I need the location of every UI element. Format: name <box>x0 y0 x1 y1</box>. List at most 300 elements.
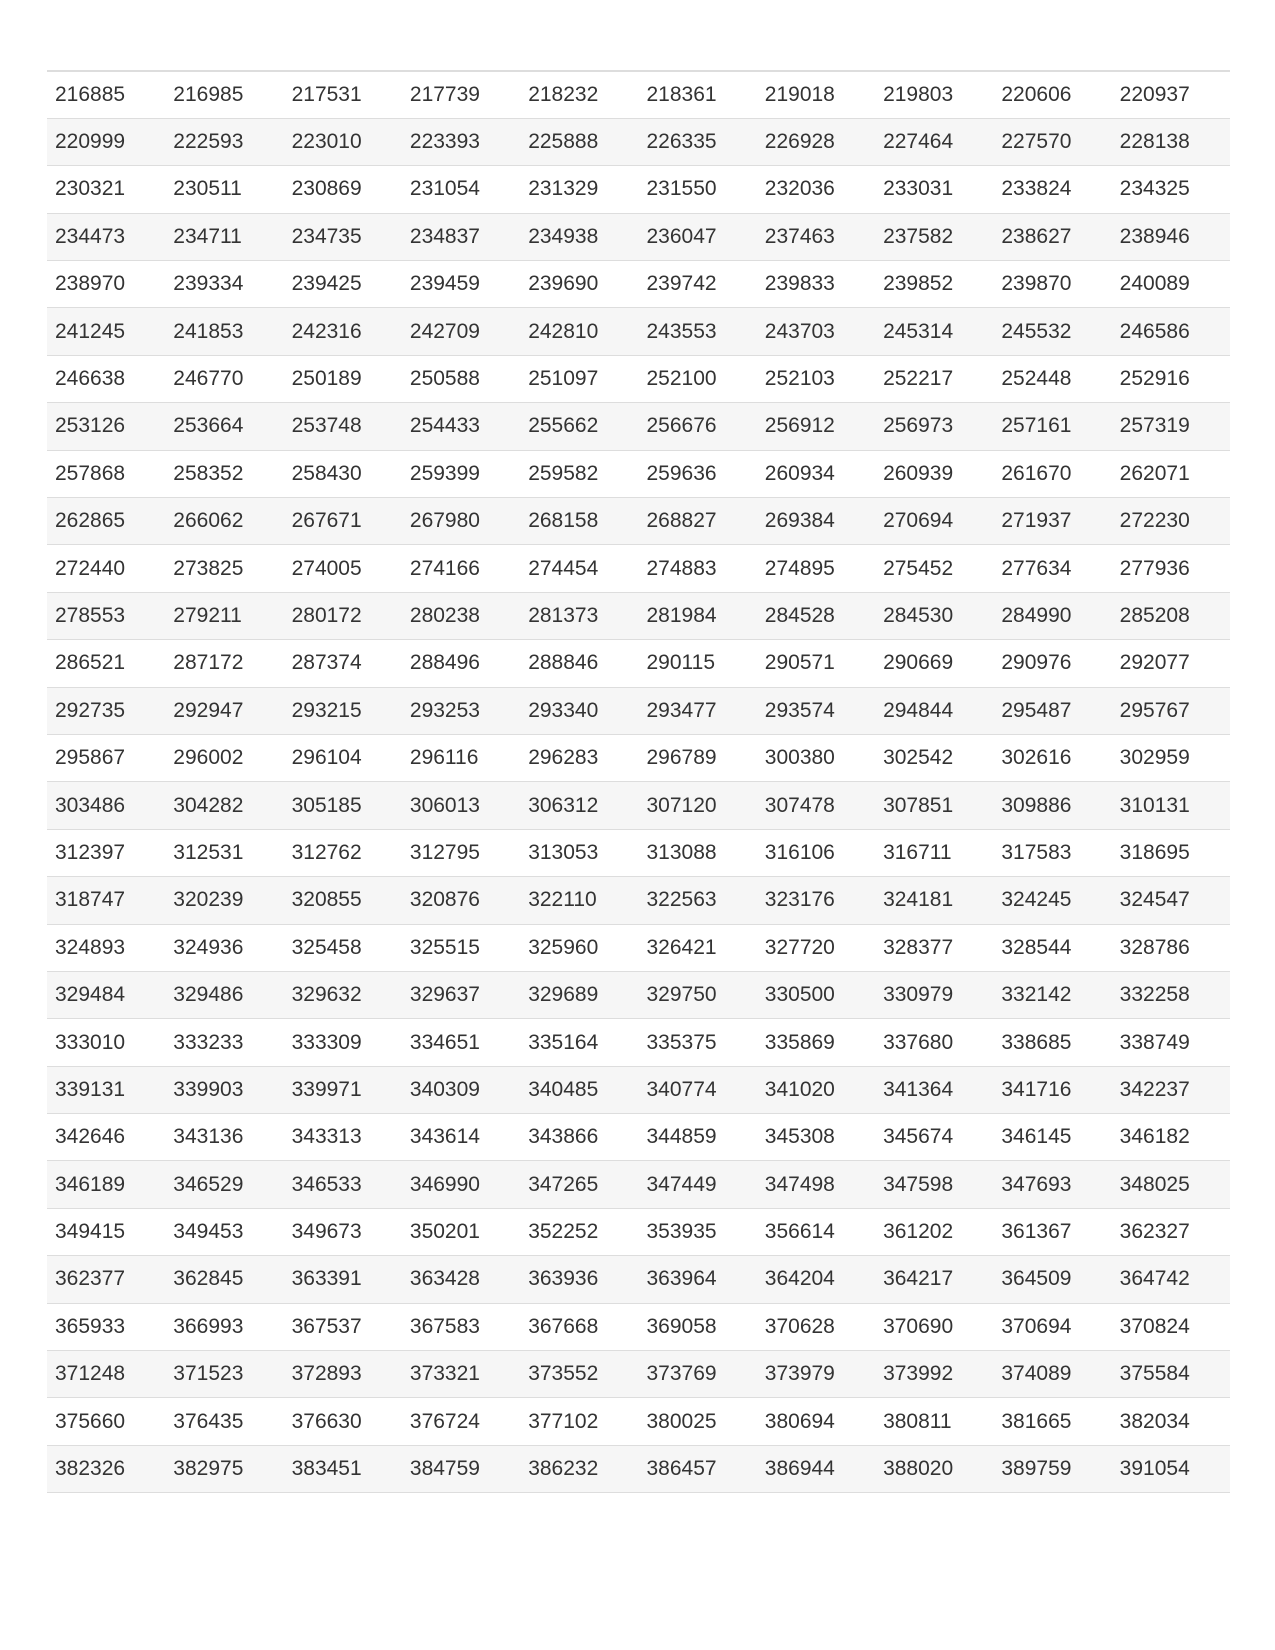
table-cell: 304282 <box>165 782 283 829</box>
table-cell: 335375 <box>638 1019 756 1066</box>
table-row <box>47 166 1230 213</box>
table-cell: 307120 <box>638 782 756 829</box>
table-cell: 312531 <box>165 829 283 876</box>
table-cell: 361202 <box>875 1208 993 1255</box>
table-cell: 250189 <box>284 355 402 402</box>
table-cell: 330979 <box>875 971 993 1018</box>
table-cell: 268158 <box>520 498 638 545</box>
table-cell: 345674 <box>875 1114 993 1161</box>
table-cell: 329750 <box>638 971 756 1018</box>
table-row <box>47 971 1230 1018</box>
table-cell: 238946 <box>1112 213 1230 260</box>
table-row <box>47 1445 1230 1492</box>
table-row <box>47 687 1230 734</box>
table-cell: 237582 <box>875 213 993 260</box>
table-cell: 285208 <box>1112 592 1230 639</box>
table-cell: 293574 <box>757 687 875 734</box>
table-cell: 363391 <box>284 1256 402 1303</box>
table-cell: 226928 <box>757 118 875 165</box>
table-cell: 274895 <box>757 545 875 592</box>
table-cell: 362327 <box>1112 1208 1230 1255</box>
table-cell: 257161 <box>993 403 1111 450</box>
number-table-body <box>47 71 1230 1493</box>
table-cell: 312795 <box>402 829 520 876</box>
table-cell: 242316 <box>284 308 402 355</box>
table-cell: 366993 <box>165 1303 283 1350</box>
table-cell: 233031 <box>875 166 993 213</box>
table-cell: 343136 <box>165 1114 283 1161</box>
table-cell: 388020 <box>875 1445 993 1492</box>
table-cell: 275452 <box>875 545 993 592</box>
table-cell: 296116 <box>402 734 520 781</box>
table-cell: 346182 <box>1112 1114 1230 1161</box>
table-cell: 288496 <box>402 640 520 687</box>
table-cell: 369058 <box>638 1303 756 1350</box>
table-cell: 340774 <box>638 1066 756 1113</box>
table-cell: 240089 <box>1112 261 1230 308</box>
table-cell: 279211 <box>165 592 283 639</box>
table-cell: 259636 <box>638 450 756 497</box>
table-cell: 382034 <box>1112 1398 1230 1445</box>
table-cell: 277634 <box>993 545 1111 592</box>
table-cell: 363964 <box>638 1256 756 1303</box>
table-cell: 307478 <box>757 782 875 829</box>
table-cell: 246770 <box>165 355 283 402</box>
table-cell: 223393 <box>402 118 520 165</box>
table-cell: 270694 <box>875 498 993 545</box>
table-row <box>47 1351 1230 1398</box>
table-cell: 274883 <box>638 545 756 592</box>
table-cell: 363936 <box>520 1256 638 1303</box>
table-cell: 274166 <box>402 545 520 592</box>
table-cell: 217739 <box>402 71 520 118</box>
table-cell: 329689 <box>520 971 638 1018</box>
table-cell: 216985 <box>165 71 283 118</box>
table-cell: 239742 <box>638 261 756 308</box>
table-cell: 218232 <box>520 71 638 118</box>
table-row <box>47 1398 1230 1445</box>
table-cell: 239459 <box>402 261 520 308</box>
table-cell: 225888 <box>520 118 638 165</box>
table-cell: 253126 <box>47 403 165 450</box>
table-row <box>47 1066 1230 1113</box>
table-cell: 343313 <box>284 1114 402 1161</box>
table-cell: 242810 <box>520 308 638 355</box>
table-cell: 346189 <box>47 1161 165 1208</box>
table-cell: 260939 <box>875 450 993 497</box>
table-cell: 253748 <box>284 403 402 450</box>
table-cell: 364204 <box>757 1256 875 1303</box>
table-cell: 236047 <box>638 213 756 260</box>
table-cell: 307851 <box>875 782 993 829</box>
table-cell: 243553 <box>638 308 756 355</box>
table-cell: 255662 <box>520 403 638 450</box>
table-row <box>47 1019 1230 1066</box>
table-cell: 377102 <box>520 1398 638 1445</box>
table-cell: 287374 <box>284 640 402 687</box>
table-cell: 252916 <box>1112 355 1230 402</box>
table-cell: 346533 <box>284 1161 402 1208</box>
table-cell: 349673 <box>284 1208 402 1255</box>
table-cell: 259399 <box>402 450 520 497</box>
table-cell: 295767 <box>1112 687 1230 734</box>
table-row <box>47 403 1230 450</box>
table-cell: 223010 <box>284 118 402 165</box>
table-cell: 349453 <box>165 1208 283 1255</box>
table-cell: 292947 <box>165 687 283 734</box>
table-cell: 320876 <box>402 877 520 924</box>
table-cell: 341716 <box>993 1066 1111 1113</box>
table-cell: 302542 <box>875 734 993 781</box>
table-cell: 373979 <box>757 1351 875 1398</box>
table-cell: 386944 <box>757 1445 875 1492</box>
table-cell: 259582 <box>520 450 638 497</box>
table-row <box>47 782 1230 829</box>
table-cell: 340485 <box>520 1066 638 1113</box>
table-cell: 288846 <box>520 640 638 687</box>
table-cell: 252448 <box>993 355 1111 402</box>
table-cell: 370824 <box>1112 1303 1230 1350</box>
table-cell: 312397 <box>47 829 165 876</box>
table-cell: 332258 <box>1112 971 1230 1018</box>
table-cell: 274005 <box>284 545 402 592</box>
table-cell: 227570 <box>993 118 1111 165</box>
table-row <box>47 1303 1230 1350</box>
table-cell: 371248 <box>47 1351 165 1398</box>
table-cell: 296104 <box>284 734 402 781</box>
table-row <box>47 450 1230 497</box>
table-cell: 245532 <box>993 308 1111 355</box>
table-cell: 339971 <box>284 1066 402 1113</box>
table-cell: 246586 <box>1112 308 1230 355</box>
table-cell: 310131 <box>1112 782 1230 829</box>
table-cell: 220999 <box>47 118 165 165</box>
table-cell: 302959 <box>1112 734 1230 781</box>
table-cell: 256912 <box>757 403 875 450</box>
table-cell: 234837 <box>402 213 520 260</box>
table-cell: 382326 <box>47 1445 165 1492</box>
table-cell: 258430 <box>284 450 402 497</box>
table-row <box>47 829 1230 876</box>
table-cell: 252103 <box>757 355 875 402</box>
table-cell: 272230 <box>1112 498 1230 545</box>
table-cell: 313088 <box>638 829 756 876</box>
table-cell: 230321 <box>47 166 165 213</box>
table-cell: 343614 <box>402 1114 520 1161</box>
table-cell: 324245 <box>993 877 1111 924</box>
number-table <box>47 70 1230 1493</box>
table-cell: 382975 <box>165 1445 283 1492</box>
table-row <box>47 592 1230 639</box>
table-cell: 234938 <box>520 213 638 260</box>
table-cell: 346145 <box>993 1114 1111 1161</box>
table-cell: 389759 <box>993 1445 1111 1492</box>
table-cell: 316106 <box>757 829 875 876</box>
table-cell: 356614 <box>757 1208 875 1255</box>
table-cell: 239870 <box>993 261 1111 308</box>
table-cell: 290669 <box>875 640 993 687</box>
table-cell: 306013 <box>402 782 520 829</box>
table-cell: 374089 <box>993 1351 1111 1398</box>
table-cell: 325515 <box>402 924 520 971</box>
table-cell: 327720 <box>757 924 875 971</box>
table-cell: 335164 <box>520 1019 638 1066</box>
table-cell: 342237 <box>1112 1066 1230 1113</box>
table-cell: 287172 <box>165 640 283 687</box>
table-row <box>47 71 1230 118</box>
table-cell: 239690 <box>520 261 638 308</box>
table-cell: 370690 <box>875 1303 993 1350</box>
table-cell: 238627 <box>993 213 1111 260</box>
table-cell: 333233 <box>165 1019 283 1066</box>
table-cell: 367583 <box>402 1303 520 1350</box>
table-cell: 234473 <box>47 213 165 260</box>
table-cell: 375584 <box>1112 1351 1230 1398</box>
table-cell: 343866 <box>520 1114 638 1161</box>
table-cell: 273825 <box>165 545 283 592</box>
table-cell: 280172 <box>284 592 402 639</box>
table-cell: 267671 <box>284 498 402 545</box>
table-cell: 371523 <box>165 1351 283 1398</box>
table-cell: 352252 <box>520 1208 638 1255</box>
table-cell: 300380 <box>757 734 875 781</box>
table-cell: 231329 <box>520 166 638 213</box>
table-cell: 338749 <box>1112 1019 1230 1066</box>
table-cell: 373992 <box>875 1351 993 1398</box>
table-cell: 386457 <box>638 1445 756 1492</box>
table-cell: 284990 <box>993 592 1111 639</box>
table-cell: 364217 <box>875 1256 993 1303</box>
table-cell: 380811 <box>875 1398 993 1445</box>
table-cell: 376724 <box>402 1398 520 1445</box>
table-cell: 334651 <box>402 1019 520 1066</box>
table-cell: 241245 <box>47 308 165 355</box>
table-cell: 219018 <box>757 71 875 118</box>
table-cell: 296283 <box>520 734 638 781</box>
table-row <box>47 640 1230 687</box>
table-cell: 258352 <box>165 450 283 497</box>
table-cell: 344859 <box>638 1114 756 1161</box>
table-cell: 330500 <box>757 971 875 1018</box>
table-cell: 234711 <box>165 213 283 260</box>
table-cell: 347265 <box>520 1161 638 1208</box>
table-cell: 246638 <box>47 355 165 402</box>
table-cell: 329632 <box>284 971 402 1018</box>
table-cell: 346990 <box>402 1161 520 1208</box>
table-cell: 342646 <box>47 1114 165 1161</box>
table-cell: 262071 <box>1112 450 1230 497</box>
table-cell: 219803 <box>875 71 993 118</box>
table-cell: 261670 <box>993 450 1111 497</box>
table-cell: 295867 <box>47 734 165 781</box>
table-cell: 222593 <box>165 118 283 165</box>
table-cell: 320239 <box>165 877 283 924</box>
table-cell: 281984 <box>638 592 756 639</box>
table-cell: 239334 <box>165 261 283 308</box>
table-cell: 290571 <box>757 640 875 687</box>
table-cell: 316711 <box>875 829 993 876</box>
table-cell: 325458 <box>284 924 402 971</box>
table-cell: 237463 <box>757 213 875 260</box>
table-cell: 253664 <box>165 403 283 450</box>
table-cell: 376435 <box>165 1398 283 1445</box>
table-cell: 272440 <box>47 545 165 592</box>
table-cell: 260934 <box>757 450 875 497</box>
table-cell: 309886 <box>993 782 1111 829</box>
table-cell: 250588 <box>402 355 520 402</box>
table-cell: 328786 <box>1112 924 1230 971</box>
table-cell: 325960 <box>520 924 638 971</box>
table-cell: 302616 <box>993 734 1111 781</box>
table-cell: 326421 <box>638 924 756 971</box>
table-row <box>47 498 1230 545</box>
table-cell: 220937 <box>1112 71 1230 118</box>
table-cell: 337680 <box>875 1019 993 1066</box>
table-cell: 317583 <box>993 829 1111 876</box>
table-cell: 324936 <box>165 924 283 971</box>
table-cell: 318695 <box>1112 829 1230 876</box>
table-cell: 233824 <box>993 166 1111 213</box>
table-cell: 280238 <box>402 592 520 639</box>
table-cell: 232036 <box>757 166 875 213</box>
table-cell: 376630 <box>284 1398 402 1445</box>
table-cell: 257319 <box>1112 403 1230 450</box>
table-cell: 370628 <box>757 1303 875 1350</box>
table-cell: 329486 <box>165 971 283 1018</box>
table-cell: 239425 <box>284 261 402 308</box>
table-cell: 284528 <box>757 592 875 639</box>
table-cell: 290976 <box>993 640 1111 687</box>
table-row <box>47 877 1230 924</box>
table-cell: 234325 <box>1112 166 1230 213</box>
table-cell: 373321 <box>402 1351 520 1398</box>
table-cell: 345308 <box>757 1114 875 1161</box>
table-row <box>47 545 1230 592</box>
table-cell: 329484 <box>47 971 165 1018</box>
table-cell: 313053 <box>520 829 638 876</box>
table-cell: 339903 <box>165 1066 283 1113</box>
table-cell: 216885 <box>47 71 165 118</box>
table-cell: 251097 <box>520 355 638 402</box>
table-cell: 362377 <box>47 1256 165 1303</box>
table-cell: 329637 <box>402 971 520 1018</box>
table-cell: 231054 <box>402 166 520 213</box>
table-cell: 324893 <box>47 924 165 971</box>
table-cell: 373552 <box>520 1351 638 1398</box>
table-cell: 332142 <box>993 971 1111 1018</box>
table-row <box>47 118 1230 165</box>
table-cell: 306312 <box>520 782 638 829</box>
table-row <box>47 1114 1230 1161</box>
table-cell: 322110 <box>520 877 638 924</box>
table-cell: 333010 <box>47 1019 165 1066</box>
table-cell: 256676 <box>638 403 756 450</box>
table-cell: 364742 <box>1112 1256 1230 1303</box>
table-cell: 228138 <box>1112 118 1230 165</box>
table-cell: 324181 <box>875 877 993 924</box>
table-cell: 333309 <box>284 1019 402 1066</box>
table-cell: 347693 <box>993 1161 1111 1208</box>
table-cell: 218361 <box>638 71 756 118</box>
table-cell: 231550 <box>638 166 756 213</box>
table-cell: 239852 <box>875 261 993 308</box>
table-cell: 243703 <box>757 308 875 355</box>
table-cell: 294844 <box>875 687 993 734</box>
table-cell: 320855 <box>284 877 402 924</box>
table-cell: 238970 <box>47 261 165 308</box>
table-cell: 318747 <box>47 877 165 924</box>
table-cell: 262865 <box>47 498 165 545</box>
table-cell: 365933 <box>47 1303 165 1350</box>
table-row <box>47 1161 1230 1208</box>
table-row <box>47 308 1230 355</box>
table-cell: 363428 <box>402 1256 520 1303</box>
table-cell: 227464 <box>875 118 993 165</box>
table-cell: 386232 <box>520 1445 638 1492</box>
table-cell: 353935 <box>638 1208 756 1255</box>
table-cell: 292077 <box>1112 640 1230 687</box>
table-cell: 254433 <box>402 403 520 450</box>
table-cell: 293215 <box>284 687 402 734</box>
table-cell: 341364 <box>875 1066 993 1113</box>
table-cell: 267980 <box>402 498 520 545</box>
table-cell: 226335 <box>638 118 756 165</box>
table-cell: 292735 <box>47 687 165 734</box>
table-cell: 274454 <box>520 545 638 592</box>
table-cell: 364509 <box>993 1256 1111 1303</box>
table-cell: 347449 <box>638 1161 756 1208</box>
table-cell: 290115 <box>638 640 756 687</box>
table-cell: 256973 <box>875 403 993 450</box>
table-cell: 362845 <box>165 1256 283 1303</box>
table-cell: 284530 <box>875 592 993 639</box>
table-cell: 239833 <box>757 261 875 308</box>
table-row <box>47 1208 1230 1255</box>
table-cell: 266062 <box>165 498 283 545</box>
table-cell: 296789 <box>638 734 756 781</box>
table-cell: 293340 <box>520 687 638 734</box>
table-cell: 346529 <box>165 1161 283 1208</box>
table-cell: 341020 <box>757 1066 875 1113</box>
table-cell: 328544 <box>993 924 1111 971</box>
table-cell: 281373 <box>520 592 638 639</box>
table-cell: 252100 <box>638 355 756 402</box>
table-row <box>47 734 1230 781</box>
table-cell: 322563 <box>638 877 756 924</box>
table-cell: 335869 <box>757 1019 875 1066</box>
table-cell: 293477 <box>638 687 756 734</box>
table-cell: 347598 <box>875 1161 993 1208</box>
table-cell: 303486 <box>47 782 165 829</box>
table-cell: 373769 <box>638 1351 756 1398</box>
table-row <box>47 213 1230 260</box>
table-cell: 348025 <box>1112 1161 1230 1208</box>
table-cell: 375660 <box>47 1398 165 1445</box>
table-cell: 268827 <box>638 498 756 545</box>
table-cell: 217531 <box>284 71 402 118</box>
table-cell: 234735 <box>284 213 402 260</box>
table-cell: 278553 <box>47 592 165 639</box>
table-cell: 296002 <box>165 734 283 781</box>
table-cell: 230511 <box>165 166 283 213</box>
table-cell: 295487 <box>993 687 1111 734</box>
table-cell: 383451 <box>284 1445 402 1492</box>
table-cell: 220606 <box>993 71 1111 118</box>
table-cell: 293253 <box>402 687 520 734</box>
table-cell: 350201 <box>402 1208 520 1255</box>
table-cell: 323176 <box>757 877 875 924</box>
table-row <box>47 355 1230 402</box>
